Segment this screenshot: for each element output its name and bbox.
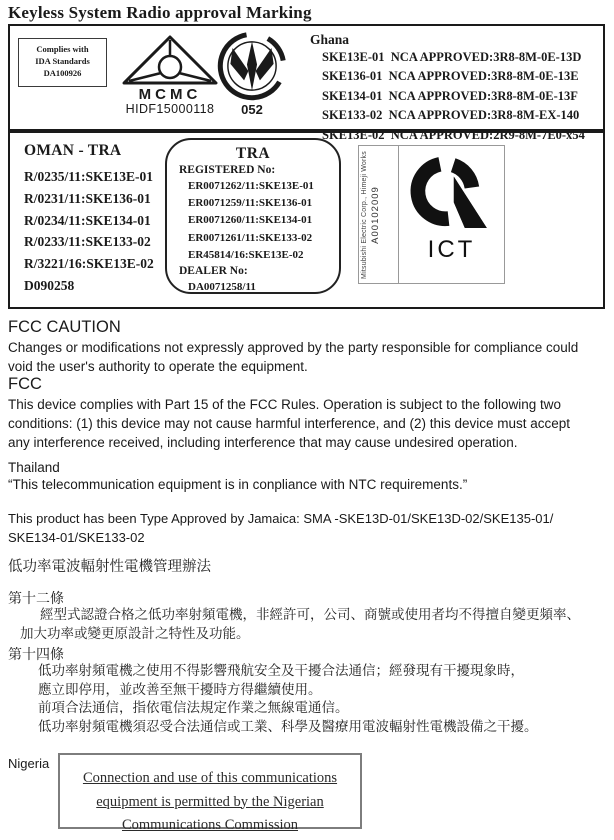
ghana-heading: Ghana	[310, 32, 350, 47]
taiwan-article12-body: 經型式認證合格之低功率射頻電機，非經許可，公司、商號或使用者均不得擅自變更頻率、加大功率或變更原設計之特性及功能。	[20, 607, 580, 641]
tra-heading: TRA	[235, 145, 271, 162]
uae-tra-registration-box	[165, 138, 341, 294]
oman-approval-entry: R/0233/11:SKE133-02	[24, 234, 151, 250]
tra-registered-entry: ER45814/16:SKE13E-02	[188, 248, 304, 261]
ida-standards-mark	[18, 38, 107, 87]
taiwan-article14-line: 低功率射頻電機之使用不得影響飛航安全及干擾合法通信；經發現有干擾現象時，	[38, 663, 524, 678]
ghana-approval-entry: SKE136-01 NCA APPROVED:3R8-8M-0E-13E	[322, 69, 579, 84]
jamaica-approval-text	[8, 510, 592, 547]
taiwan-article12-heading: 第十二條	[8, 592, 64, 607]
fcc-body: This device complies with Part 15 of the FCC Rules. Operation is subject to the following two conditions: (1) this device may not cause harmful interference, and (2) this device must accept any interference received, including interference that may cause undesired operation.	[8, 397, 571, 450]
taiwan-article14-line: 前項合法通信，指依電信法規定作業之無線電通信。	[38, 700, 349, 715]
ukraine-conformity-mark	[212, 30, 292, 117]
oman-tra-section	[24, 142, 154, 297]
tra-dealer-label: DEALER No:	[179, 265, 248, 278]
mcmc-certification-id: HIDF15000118	[125, 102, 215, 116]
approval-marks-box-top	[8, 24, 605, 142]
jamaica-line-1: This product has been Type Approved by Jamaica: SMA -SKE13D-01/SKE13D-02/SKE135-01/	[8, 511, 554, 526]
tra-registered-entry: ER0071260/11:SKE134-01	[188, 214, 313, 227]
ict-mark-icon	[406, 151, 498, 239]
oman-approval-entry: R/0234/11:SKE134-01	[24, 212, 151, 228]
mcmc-approval-mark	[114, 34, 226, 116]
tra-registered-entry: ER0071259/11:SKE136-01	[188, 197, 313, 210]
taiwan-article14-heading: 第十四條	[8, 648, 64, 663]
ida-line-2: IDA Standards	[35, 56, 90, 66]
taiwan-article14-body	[8, 662, 600, 736]
thailand-body: “This telecommunication equipment is in conpliance with NTC requirements.”	[8, 477, 468, 492]
approval-marks-box-bottom	[8, 131, 605, 309]
mcmc-triangle-icon	[118, 34, 222, 86]
taiwan-article14-line: 應立即停用，並改善至無干擾時方得繼續使用。	[38, 681, 322, 697]
jamaica-line-2: SKE134-01/SKE133-02	[8, 529, 145, 545]
mcmc-logo-text: MCMC	[138, 86, 202, 103]
taiwan-regulation-heading: 低功率電波輻射性電機管理辦法	[8, 559, 211, 575]
approval-serial-number: A00102009	[370, 186, 381, 244]
manufacturer-name: Mitsubishi Electric Corp., Himeji Works	[361, 151, 368, 279]
tra-dealer-number: DA0071258/11	[188, 281, 256, 294]
oman-approval-entry: R/0235/11:SKE13E-01	[24, 169, 154, 184]
ghana-approval-entry: SKE134-01 NCA APPROVED:3R8-8M-0E-13F	[322, 88, 578, 103]
ict-approval-label	[358, 145, 505, 284]
ict-mark-area	[399, 146, 504, 283]
ghana-approval-entry: SKE133-02 NCA APPROVED:3R8-8M-EX-140	[322, 108, 580, 123]
oman-tra-heading: OMAN - TRA	[24, 142, 122, 159]
tra-registered-entry: ER0071262/11:SKE13E-01	[188, 180, 314, 192]
oman-approval-entry: R/0231/11:SKE136-01	[24, 190, 151, 206]
taiwan-article14-line: 低功率射頻電機須忍受合法通信或工業、科學及醫療用電波輻射性電機設備之干擾。	[38, 718, 538, 734]
ghana-approval-entry: SKE13E-02 NCA APPROVED:2R9-8M-7E0-x54	[322, 127, 585, 142]
tra-registered-label: REGISTERED No:	[179, 164, 276, 176]
thailand-heading: Thailand	[8, 460, 60, 475]
nigeria-label: Nigeria	[8, 756, 50, 771]
fcc-caution-heading: FCC CAUTION	[8, 318, 121, 336]
ida-line-1: Complies with	[36, 44, 89, 54]
tra-registered-entry: ER0071261/11:SKE133-02	[188, 231, 313, 244]
manufacturer-vertical-text	[361, 150, 397, 280]
ict-mark-text: ICT	[427, 236, 476, 263]
oman-dealer-number: D090258	[24, 277, 75, 293]
fcc-caution-body: Changes or modifications not expressly approved by the party responsible for compliance could void the user's authority to operate the equipment.	[8, 340, 579, 374]
ida-line-3: DA100926	[43, 68, 82, 78]
page-title: Keyless System Radio approval Marking	[8, 3, 312, 22]
oman-approval-entry: R/3221/16:SKE13E-02	[24, 256, 154, 272]
nigeria-approval-box: Connection and use of this communications equipment is permitted by the Nigerian Communications Commission	[58, 753, 362, 829]
trident-mark-icon	[216, 30, 288, 102]
ghana-approval-entry: SKE13E-01 NCA APPROVED:3R8-8M-0E-13D	[322, 50, 582, 64]
ghana-approvals-section	[310, 32, 585, 145]
fcc-heading: FCC	[8, 375, 42, 393]
ukraine-mark-number: 052	[241, 102, 263, 117]
